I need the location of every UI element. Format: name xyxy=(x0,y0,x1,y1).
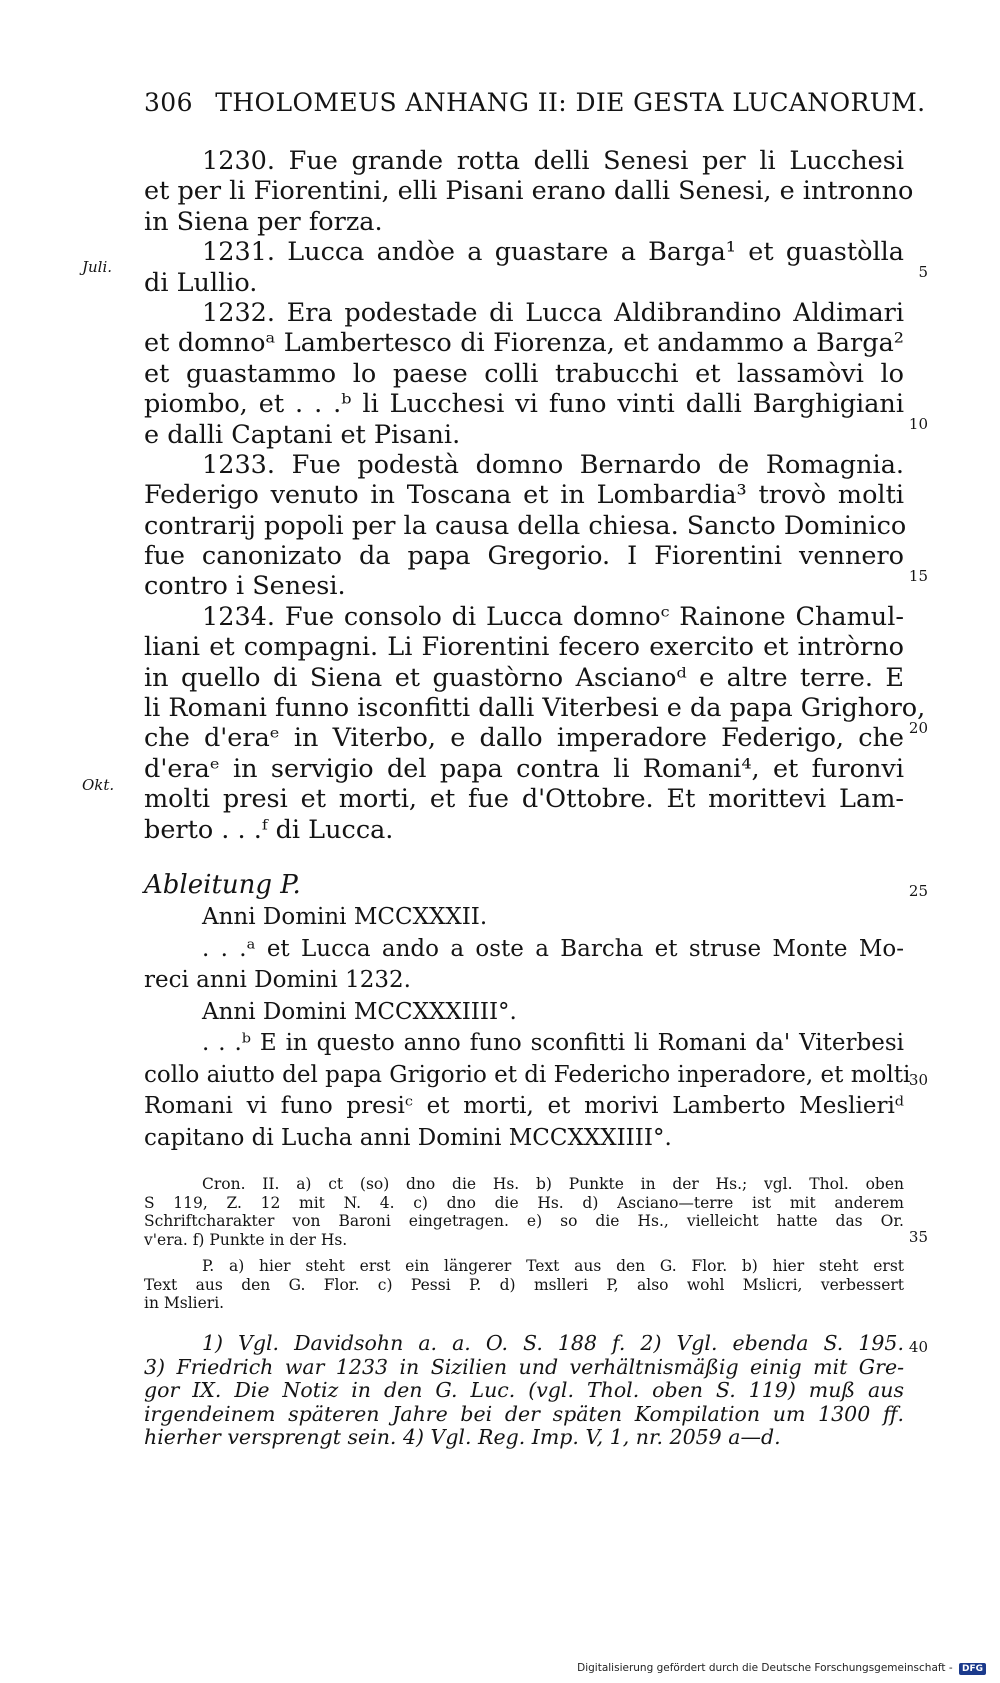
text-line: di Lullio. xyxy=(144,267,258,298)
critical-note-line: in Mslieri. xyxy=(144,1294,225,1312)
ableitung-line: Anni Domini MCCXXXIIII°. xyxy=(202,998,517,1025)
text-line: e dalli Captani et Pisani. xyxy=(144,419,461,450)
line-number: 15 xyxy=(908,567,928,585)
text-line: et domnoᵃ Lambertesco di Fiorenza, et andammo a Barga² xyxy=(144,328,904,359)
text-line: che d'eraᵉ in Viterbo, e dallo imperadore Federigo, che xyxy=(144,723,904,754)
text-line: in Siena per forza. xyxy=(144,206,383,237)
footer-text: Digitalisierung gefördert durch die Deutsche Forschungsgemeinschaft - xyxy=(577,1662,953,1674)
text-line: molti presi et morti, et fue d'Ottobre. Et morittevi Lam- xyxy=(144,784,904,815)
footnote-line: 1) Vgl. Davidsohn a. a. O. S. 188 f. 2) Vgl. ebenda S. 195. xyxy=(202,1331,904,1355)
notes-p xyxy=(144,1257,904,1313)
line-number: 5 xyxy=(918,263,928,281)
line-number: 30 xyxy=(908,1071,928,1089)
text-line: Federigo venuto in Toscana et in Lombardia³ trovò molti xyxy=(144,480,904,511)
margin-note-juli: Juli. xyxy=(82,258,113,276)
text-line: piombo, et . . .ᵇ li Lucchesi vi funo vinti dalli Barghigiani xyxy=(144,389,904,420)
critical-note-line: Text aus den G. Flor. c) Pessi P. d) mslleri P, also wohl Mslicri, verbessert xyxy=(144,1275,904,1294)
ableitung-line: . . .ᵇ E in questo anno funo sconfitti li Romani da' Viterbesi xyxy=(202,1030,904,1056)
text-line: 1233. Fue podestà domno Bernardo de Romagnia. xyxy=(202,449,904,480)
text-line: in quello di Siena et guastòrno Ascianoᵈ e altre terre. E xyxy=(144,662,904,693)
text-line: d'eraᵉ in servigio del papa contra li Romani⁴, et furonvi xyxy=(144,753,904,784)
line-number: 20 xyxy=(908,719,928,737)
digitization-footer xyxy=(577,1662,986,1675)
dfg-logo: DFG xyxy=(959,1663,986,1675)
ableitung-heading: Ableitung P. xyxy=(144,870,301,900)
text-line: liani et compagni. Li Fiorentini fecero exercito et intròrno xyxy=(144,632,904,663)
critical-note-line: S 119, Z. 12 mit N. 4. c) dno die Hs. d) Asciano—terre ist mit anderem xyxy=(144,1193,904,1212)
critical-note-line: Schriftcharakter von Baroni eingetragen. e) so die Hs., vielleicht hatte das Or. xyxy=(144,1212,904,1230)
text-line: 1232. Era podestade di Lucca Aldibrandino Aldimari xyxy=(202,297,904,328)
text-line: berto . . .ᶠ di Lucca. xyxy=(144,814,394,845)
critical-note-line: v'era. f) Punkte in der Hs. xyxy=(144,1230,348,1249)
running-header xyxy=(144,88,926,117)
page-number: 306 xyxy=(144,88,193,117)
running-title: THOLOMEUS ANHANG II: DIE GESTA LUCANORUM. xyxy=(215,88,926,117)
critical-note-line: Cron. II. a) ct (so) dno die Hs. b) Punkte in der Hs.; vgl. Thol. oben xyxy=(202,1175,904,1193)
line-number: 40 xyxy=(908,1338,928,1356)
footnotes xyxy=(144,1332,904,1450)
margin-note-okt: Okt. xyxy=(82,776,115,794)
text-line: 1230. Fue grande rotta delli Senesi per li Lucchesi xyxy=(202,146,904,176)
text-line: et per li Fiorentini, elli Pisani erano dalli Senesi, e intronno xyxy=(144,176,914,207)
line-number: 25 xyxy=(908,882,928,900)
ableitung-line: Romani vi funo presiᶜ et morti, et morivi Lamberto Meslieriᵈ xyxy=(144,1093,904,1119)
line-number: 35 xyxy=(908,1228,928,1246)
text-line: et guastammo lo paese colli trabucchi et lassamòvi lo xyxy=(144,358,904,389)
ableitung-line: capitano di Lucha anni Domini MCCXXXIIII°. xyxy=(144,1124,672,1151)
ableitung-line: . . .ᵃ et Lucca ando a oste a Barcha et struse Monte Mo- xyxy=(202,935,904,962)
ableitung-line: reci anni Domini 1232. xyxy=(144,967,411,993)
critical-notes xyxy=(144,1175,904,1313)
ableitung-line: collo aiutto del papa Grigorio et di Federicho inperadore, et molti xyxy=(144,1061,911,1088)
footnote-line: gor IX. Die Notiz in den G. Luc. (vgl. Thol. oben S. 119) muß aus xyxy=(144,1378,904,1402)
footnote-line: 3) Friedrich war 1233 in Sizilien und verhältnismäßig einig mit Gre- xyxy=(144,1354,904,1379)
ableitung-line: Anni Domini MCCXXXII. xyxy=(202,904,488,930)
critical-note-line: P. a) hier steht erst ein längerer Text aus den G. Flor. b) hier steht erst xyxy=(202,1257,904,1275)
text-line: fue canonizato da papa Gregorio. I Fiorentini vennero xyxy=(144,541,904,572)
line-number: 10 xyxy=(908,415,928,433)
footnote-line: hierher versprengt sein. 4) Vgl. Reg. Imp. V, 1, nr. 2059 a—d. xyxy=(144,1425,781,1449)
text-line: 1231. Lucca andòe a guastare a Barga¹ et guastòlla xyxy=(202,237,904,268)
text-line: contro i Senesi. xyxy=(144,571,346,602)
text-line: 1234. Fue consolo di Lucca domnoᶜ Rainone Chamul- xyxy=(202,601,904,632)
footnote-line: irgendeinem späteren Jahre bei der späten Kompilation um 1300 ff. xyxy=(144,1401,904,1426)
text-line: contrarij popoli per la causa della chiesa. Sancto Dominico xyxy=(144,510,907,541)
text-line: li Romani funno isconfitti dalli Viterbesi e da papa Grighoro, xyxy=(144,693,926,724)
notes-cron xyxy=(144,1175,904,1249)
ableitung-text xyxy=(144,902,911,1154)
